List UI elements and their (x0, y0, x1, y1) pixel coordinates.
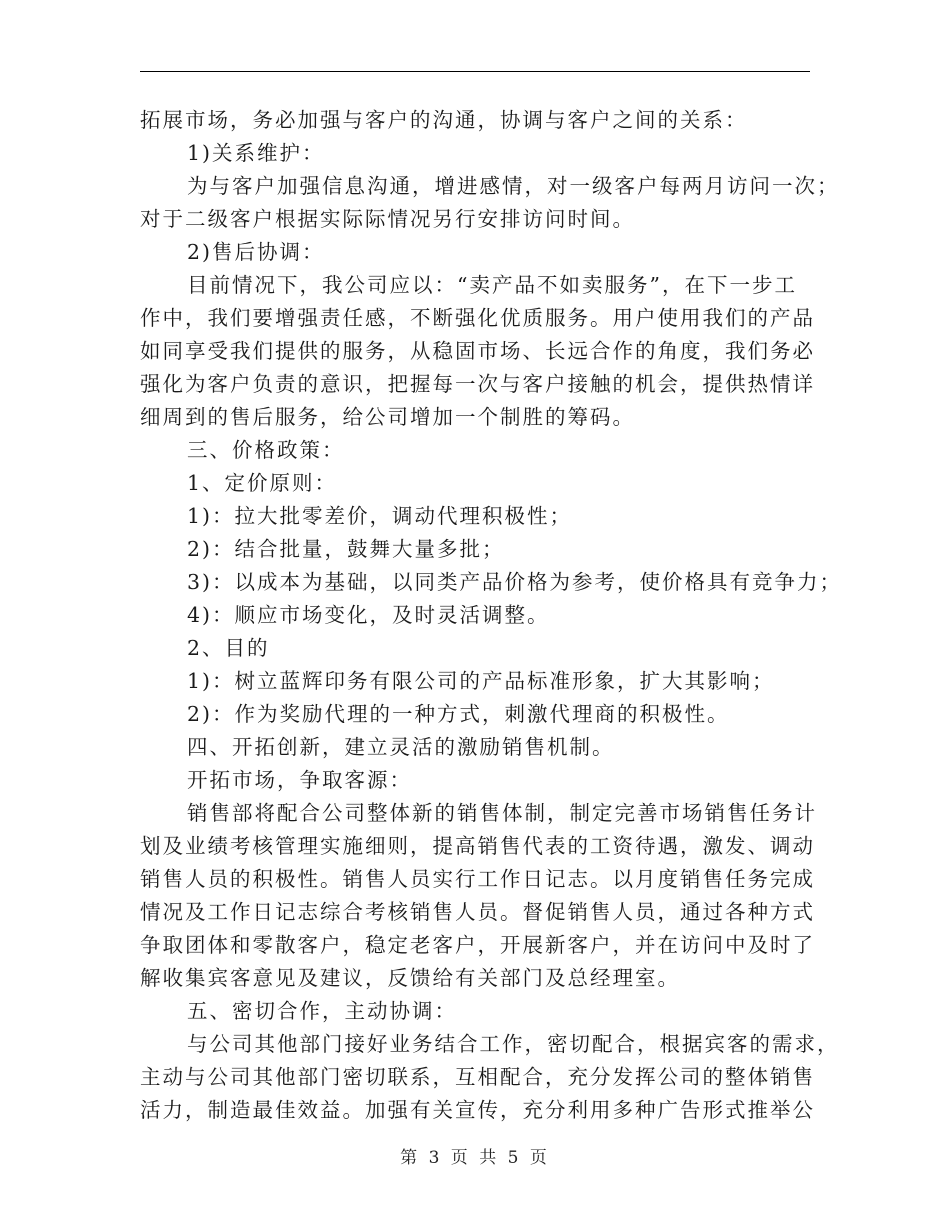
text-line: 三、价格政策： (187, 438, 345, 462)
text-line: 五、密切合作，主动协调： (187, 999, 457, 1023)
document-body (140, 104, 843, 1127)
text-line: 拓展市场，务必加强与客户的沟通，协调与客户之间的关系： (140, 108, 748, 132)
text-line: 四、开拓创新，建立灵活的激励销售机制。 (187, 735, 615, 759)
text-line: 2)：作为奖励代理的一种方式，刺激代理商的积极性。 (187, 702, 730, 726)
text-line: 主动与公司其他部门密切联系，互相配合，充分发挥公司的整体销售 (140, 1065, 815, 1089)
text-line: 3)：以成本为基础，以同类产品价格为参考，使价格具有竞争力； (187, 570, 843, 594)
text-line: 销售部将配合公司整体新的销售体制，制定完善市场销售任务计 (187, 801, 817, 825)
text-line: 2、目的 (187, 636, 270, 660)
text-line: 如同享受我们提供的服务，从稳固市场、长远合作的角度，我们务必 (140, 339, 815, 363)
text-line: 1)：树立蓝辉印务有限公司的产品标准形象，扩大其影响； (187, 669, 775, 693)
text-line: 目前情况下，我公司应以：“卖产品不如卖服务”，在下一步工 (187, 273, 797, 297)
text-line: 销售人员的积极性。销售人员实行工作日记志。以月度销售任务完成 (140, 867, 815, 891)
text-line: 解收集宾客意见及建议，反馈给有关部门及总经理室。 (140, 966, 680, 990)
text-line: 争取团体和零散客户，稳定老客户，开展新客户，并在访问中及时了 (140, 933, 815, 957)
text-line: 1、定价原则： (187, 471, 338, 495)
text-line: 对于二级客户根据实际际情况另行安排访问时间。 (140, 207, 635, 231)
text-line: 强化为客户负责的意识，把握每一次与客户接触的机会，提供热情详 (140, 372, 815, 396)
text-line: 作中，我们要增强责任感，不断强化优质服务。用户使用我们的产品 (140, 306, 815, 330)
text-line: 1)关系维护： (187, 141, 325, 165)
text-line: 与公司其他部门接好业务结合工作，密切配合，根据宾客的需求， (187, 1032, 840, 1056)
text-line: 细周到的售后服务，给公司增加一个制胜的筹码。 (140, 405, 635, 429)
text-line: 4)：顺应市场变化，及时灵活调整。 (187, 603, 550, 627)
text-line: 开拓市场，争取客源： (187, 768, 412, 792)
text-line: 2)：结合批量，鼓舞大量多批； (187, 537, 505, 561)
header-rule (140, 71, 810, 72)
text-line: 2)售后协调： (187, 240, 325, 264)
text-line: 情况及工作日记志综合考核销售人员。督促销售人员，通过各种方式 (140, 900, 815, 924)
page-footer: 第 3 页 共 5 页 (400, 1148, 550, 1168)
text-line: 为与客户加强信息沟通，增进感情，对一级客户每两月访问一次； (187, 174, 840, 198)
text-line: 1)：拉大批零差价，调动代理积极性； (187, 504, 573, 528)
text-line: 划及业绩考核管理实施细则，提高销售代表的工资待遇，激发、调动 (140, 834, 815, 858)
text-line: 活力，制造最佳效益。加强有关宣传，充分利用多种广告形式推举公 (140, 1098, 815, 1122)
